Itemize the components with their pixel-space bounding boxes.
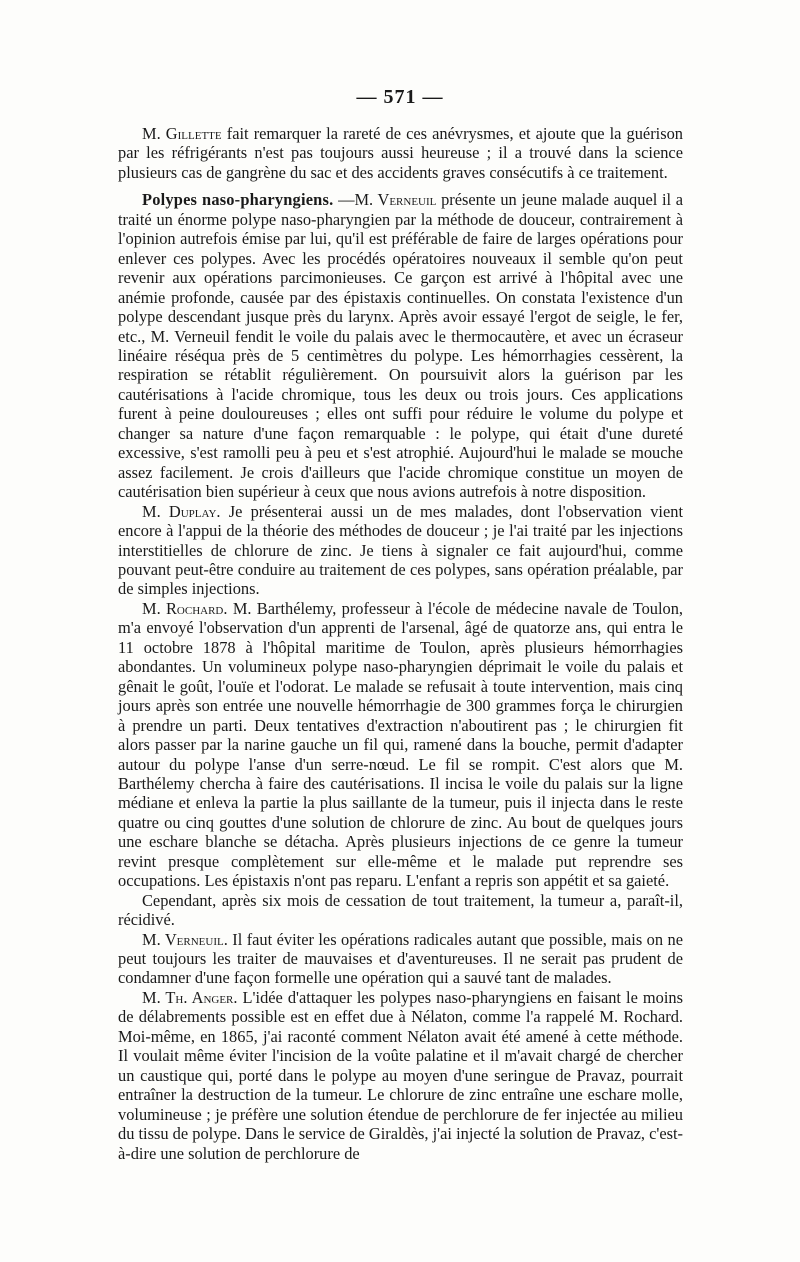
paragraph-rochard — [118, 599, 683, 891]
page-number: — 571 — — [356, 86, 444, 108]
paragraph-polypes-heading — [118, 190, 683, 501]
paragraph-duplay — [118, 502, 683, 599]
paragraph-anger — [118, 988, 683, 1163]
paragraph-text: Je présenterai aussi un de mes malades, dont l'observation vient encore à l'appui de la théorie des méthodes de douceur ; je l'ai traité par les injections interstitielles de chlorure de zinc. Je tiens à signaler ce fait aujourd'hui, comme pouvant peut-être conduire au traitement de ces polypes, sans opération préalable, par de simples injections. — [118, 501, 683, 599]
section-heading: Polypes naso-pharyngiens. — [142, 190, 334, 210]
paragraph-verneuil — [118, 930, 683, 988]
speaker-name: M. Th. Anger. — [142, 987, 238, 1007]
speaker-name: M. Verneuil. — [142, 929, 228, 949]
body-text — [118, 124, 683, 1163]
paragraph-text: L'idée d'attaquer les polypes naso-pharyngiens en faisant le moins de délabrements possible est en effet due à Nélaton, comme l'a rappelé M. Rochard. Moi-même, en 1865, j'ai raconté comment Nélaton avait été amené à cette méthode. Il voulait même éviter l'incision de la voûte palatine et il m'avait chargé de chercher un caustique qui, porté dans le polype au moyen d'une seringue de Pravaz, pourrait entraîner la destruction de la tumeur. Le chlorure de zinc entraîne une eschare molle, volumineuse ; je préfère une solution étendue de perchlorure de fer injectée au milieu du tissu de polype. Dans le service de Giraldès, j'ai injecté la solution de Pravaz, c'est-à-dire une solution de perchlorure de — [118, 987, 683, 1163]
speaker-name: M. Duplay. — [142, 501, 221, 521]
paragraph-cependant — [118, 891, 683, 930]
speaker-name: —M. Verneuil — [338, 190, 437, 210]
speaker-name: M. Rochard. — [142, 598, 228, 618]
paragraph-text: Cependant, après six mois de cessation de tout traitement, la tumeur a, paraît-il, récidivé. — [118, 890, 683, 930]
paragraph-text: fait remarquer la rareté de ces anévrysmes, et ajoute que la guérison par les réfrigérants n'est pas toujours aussi heureuse ; il a trouvé dans la science plusieurs cas de gangrène du sac et des accidents graves consécutifs à ce traitement. — [118, 124, 683, 182]
paragraph-gillette — [118, 124, 683, 182]
paragraph-text: M. Barthélemy, professeur à l'école de médecine navale de Toulon, m'a envoyé l'observation d'un apprenti de l'arsenal, âgé de quatorze ans, qui entra le 11 octobre 1878 à l'hôpital maritime de Toulon, après plusieurs hémorrhagies abondantes. Un volumineux polype naso-pharyngien déprimait le voile du palais et gênait le goût, l'ouïe et l'odorat. Le malade se refusait à toute intervention, mais cinq jours après son entrée une nouvelle hémorrhagie de 300 grammes força le chirurgien à prendre un parti. Deux tentatives d'extraction n'aboutirent pas ; le chirurgien fit alors passer par la narine gauche un fil qui, ramené dans la bouche, permit d'adapter autour du polype l'anse d'un serre-nœud. Le fil se rompit. C'est alors que M. Barthélemy chercha à faire des cautérisations. Il incisa le voile du palais sur la ligne médiane et enleva la partie la plus saillante de la tumeur, puis il injecta dans le reste quatre ou cinq gouttes d'une solution de chlorure de zinc. Au bout de quelques jours une eschare blanche se détacha. Après plusieurs injections de ce genre la tumeur revint presque complètement sur elle-même et le malade put reprendre ses occupations. Les épistaxis n'ont pas reparu. L'enfant a repris son appétit et sa gaieté. — [118, 598, 683, 891]
paragraph-text: Il faut éviter les opérations radicales autant que possible, mais on ne peut toujours les traiter de mauvaises et d'aventureuses. Il ne serait pas prudent de condamner d'une façon formelle une opération qui a sauvé tant de malades. — [118, 929, 683, 988]
paragraph-text: présente un jeune malade auquel il a traité un énorme polype naso-pharyngien par la méthode de douceur, contrairement à l'opinion autrefois émise par lui, qu'il est préférable de faire de larges opérations pour enlever ces polypes. Avec les procédés opératoires nouveaux il semble qu'on peut revenir aux opérations parcimonieuses. Ce garçon est arrivé à l'hôpital avec une anémie profonde, causée par des épistaxis continuelles. On constata l'existence d'un polype descendant jusque près du larynx. Après avoir essayé l'ergot de seigle, le fer, etc., M. Verneuil fendit le voile du palais avec le thermocautère, et avec un écraseur linéaire réséqua près de 5 centimètres du polype. Les hémorrhagies cessèrent, la respiration se rétablit régulièrement. On poursuivit alors la guérison par les cautérisations à l'acide chromique, tous les deux ou trois jours. Ces applications furent à peine douloureuses ; elles ont suffi pour réduire le volume du polype et changer sa nature d'une façon remarquable : le polype, qui était d'une dureté excessive, s'est ramolli peu à peu et s'est atrophié. Aujourd'hui le malade se mouche assez facilement. Je crois d'ailleurs que l'acide chromique constitue un moyen de cautérisation bien supérieur à ceux que nous avions autrefois à notre disposition. — [118, 190, 684, 502]
speaker-name: M. Gillette — [142, 124, 222, 143]
